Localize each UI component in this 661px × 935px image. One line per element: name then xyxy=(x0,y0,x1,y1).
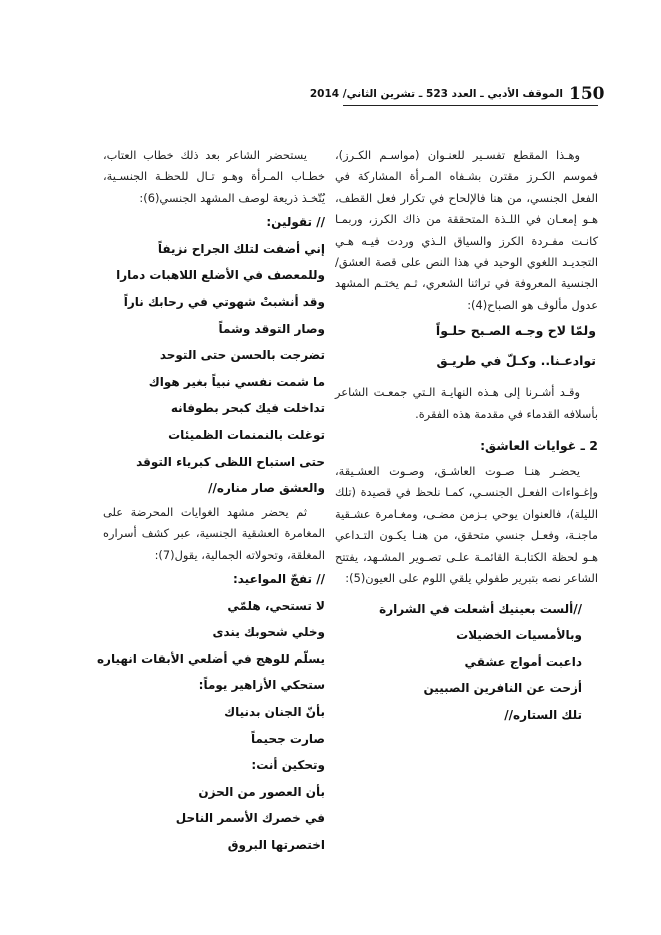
quoted-verse-line: توادعـنا.. وكـلّ في طريـق xyxy=(436,353,596,369)
left-column xyxy=(96,145,325,859)
header-rule xyxy=(343,105,598,106)
paragraph: ثم يحضر مشهد الغوايات المحرضة على المغامرة العشقية الجنسية، عبر كشف أسراره المغلقة، وتحولاته الجمالية، يقول(7): xyxy=(103,504,325,562)
verse-line: وللمعصف في الأضلع اللاهبات دمارا xyxy=(116,268,325,283)
paragraph: وقـد أشـرنا إلى هـذه النهايـة الـتي جمعـت الشاعر بأسلافه القدماء في مقدمة هذه الفقرة. xyxy=(335,385,598,421)
verse-line: تضرجت بالحسن حتى التوحد xyxy=(159,348,325,363)
verse-line: تداخلت فيك كبحر بطوفانه xyxy=(170,401,325,416)
verse-line: وخلي شحوبك يندى xyxy=(212,625,325,640)
verse-line: والعشق صار مناره// xyxy=(208,481,325,496)
verse-line: في خصرك الأسمر الناحل xyxy=(175,811,325,826)
page-header xyxy=(309,84,605,106)
verse-line: ما شمت نفسي نبياً بغير هواك xyxy=(148,374,325,389)
verse-line: حتى استباح اللظى كبرياء التوقد xyxy=(136,454,325,469)
poem-excerpt xyxy=(96,566,325,859)
verse-line: وبالأمسيات الخضيلات xyxy=(456,628,582,643)
page-number: 150 xyxy=(569,84,605,104)
poem-excerpt xyxy=(103,209,325,502)
right-column xyxy=(335,145,598,728)
verse-line: تلك الستاره// xyxy=(504,707,582,722)
verse-line: إني أضفت لتلك الجراح نزيفاً xyxy=(157,241,325,256)
verse-line: //ألست بعينيك أشعلت في الشرارة xyxy=(379,601,582,616)
verse-line: ستحكي الأزاهير يوماً: xyxy=(198,678,325,693)
poem-excerpt xyxy=(335,596,598,729)
section-heading: 2 ـ غوايات العاشق: xyxy=(480,438,598,454)
verse-line: وصار التوقد وشماً xyxy=(218,321,325,336)
verse-line: داعبت أمواج عشقي xyxy=(464,654,582,669)
verse-line: يسلّم للوهج في أضلعي الأبقات انهياره xyxy=(96,651,325,666)
verse-line: // تفجّ المواعيد: xyxy=(232,571,325,586)
verse-line: اختصرتها البروق xyxy=(227,837,325,852)
verse-line: وقد أنشبتْ شهوتي في رحابك ناراً xyxy=(123,295,325,309)
paragraph: يحضـر هنـا صـوت العاشـق، وصـوت العشـيقة، وإغـواءات الفعـل الجنسـي، كمـا نلحظ في قصيدة (تلك الليلة)، فالعنوان يوحي بـزمن مضـى، ومغـامرة عشـقية ماجنـة، وفعـل جنسي متحقق، من هنـا يكـون التـداعي هـو لحظة الكتابـة القائمـة علـى تصـوير المشـهد، يفتتح الشاعر نصه بتبرير طفولي يلقي اللوم على العيون(5): xyxy=(335,464,598,586)
quoted-verse-line: ولمّا لاح وجـه الصـبح حلـواً xyxy=(435,323,596,339)
running-title: الموقف الأدبي ـ العدد 523 ـ تشرين الثاني/ 2014 xyxy=(309,88,563,100)
verse-line: بأن العصور من الحزن xyxy=(198,784,325,799)
verse-line: وتحكين أنت: xyxy=(251,758,325,773)
verse-line: توغلت بالنمنمات الظميئات xyxy=(168,427,325,442)
verse-line: أزحت عن النافرين الصبيين xyxy=(423,681,582,696)
paragraph: وهـذا المقطع تفسـير للعنـوان (مواسـم الكـرز)، فموسم الكـرز مقترن بشـفاه المـرأة المشاركة في الفعل الجنسي، من هنا فالإلحاح في تكرار فعل القطف، هـو إمعـان في اللـذة المتحققة من ذاك الكرز، وربمـا كانـت مفـردة الكرز والسياق الـذي وردت فيـه هـي التجديـد اللغوي الوحيد في هذا النص على قصة العشق/ الجنسية المعروفة في تراثنا الشعري، ثـم يختـم المشهد عدول مألوف هو الصباح(4): xyxy=(335,148,598,312)
verse-line: بأنّ الجنان بدنياك xyxy=(224,704,325,719)
paragraph: يستحضر الشاعر بعد ذلك خطاب العتاب، خطـاب المـرأة وهـو تـال للحظـة الجنسـية، يُتّخـذ ذريعة لوصف المشهد الجنسي(6): xyxy=(103,148,325,205)
verse-line: لا تستحي، هلمّي xyxy=(227,598,325,613)
verse-line: // تقولين: xyxy=(266,215,325,230)
verse-line: صارت جحيماً xyxy=(251,731,325,746)
